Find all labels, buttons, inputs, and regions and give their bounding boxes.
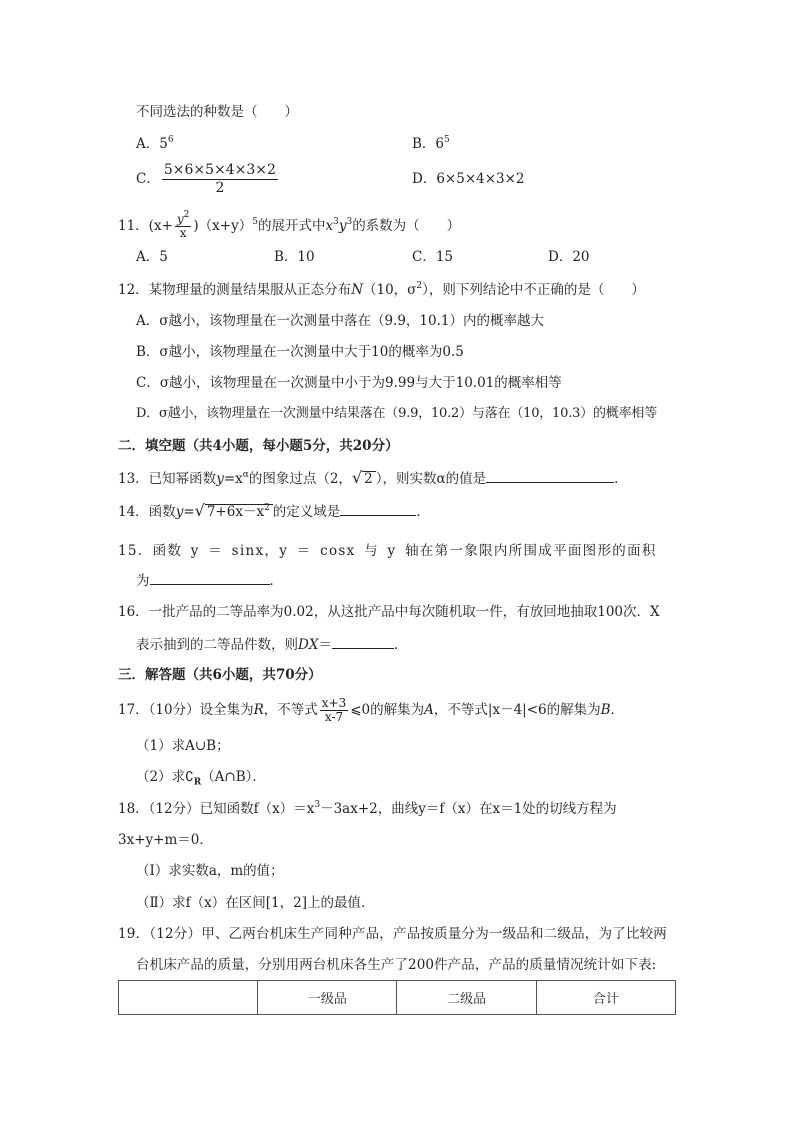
q12-option-c[interactable]: C．σ越小，该物理量在一次测量中小于为9.99与大于10.01的概率相等 (136, 375, 562, 391)
fraction-numerator: 5×6×5×4×3×2 (163, 162, 276, 178)
radical-sign: √ (351, 468, 363, 487)
section-heading-solve: 三．解答题（共6小题，共70分） (118, 667, 322, 683)
q18-sub2: （Ⅱ）求f（x）在区间[1，2]上的最值． (136, 895, 375, 911)
q19-line2: 台机床产品的质量，分别用两台机床各生产了200件产品，产品的质量情况统计如下表: (136, 957, 657, 973)
q18-fx: f（x）＝x (253, 801, 315, 817)
q19-line1: 19．（12分）甲、乙两台机床生产同种产品，产品按质量分为一级品和二级品，为了比较两 (118, 926, 668, 942)
q15-line2 (136, 571, 283, 590)
option-base: 6 (435, 136, 445, 152)
dist-args: （10，σ (363, 282, 417, 298)
q17-pre: 17．（10分）设全集为 (118, 702, 254, 718)
term-y: y (338, 218, 347, 234)
q16-eq: ＝ (318, 637, 332, 653)
point-open: （2， (316, 471, 352, 487)
q17-leq: ⩽0 (350, 702, 371, 718)
q11-tail: 的系数为（ ） (352, 218, 461, 234)
var-y: y (216, 471, 224, 487)
q11-stem (118, 208, 460, 244)
answer-blank[interactable] (486, 469, 614, 483)
q18-stem (118, 800, 617, 818)
q13-stem (118, 469, 628, 488)
q14-end: ． (416, 504, 430, 520)
option-label: C． (136, 171, 160, 187)
fraction (162, 162, 278, 197)
q10-option-d[interactable]: D．6×5×4×3×2 (412, 171, 525, 187)
q12-stem-post: ），则下列结论中不正确的是（ ） (422, 282, 645, 298)
q12-option-a[interactable]: A．σ越小，该物理量在一次测量中落在（9.9，10.1）内的概率越大 (136, 313, 544, 329)
q16-line2 (136, 635, 407, 654)
option-base: 5 (159, 136, 168, 152)
q17-mid2: 的解集为 (370, 702, 425, 718)
q10-option-c[interactable] (136, 160, 280, 198)
q12-option-b[interactable]: B．σ越小，该物理量在一次测量中大于10的概率为0.5 (136, 344, 464, 360)
fraction-numerator: x+3 (321, 696, 347, 710)
option-label: B． (412, 136, 436, 152)
table-header-cell: 合计 (536, 981, 675, 1015)
option-exponent: 6 (167, 135, 174, 145)
set-b: B (600, 702, 611, 718)
q16-end: ． (393, 637, 408, 653)
q18-sub1: （Ⅰ）求实数a，m的值； (136, 863, 284, 879)
q15-end: ． (269, 573, 283, 589)
fraction-denominator: 2 (215, 180, 225, 196)
answer-blank[interactable] (332, 635, 394, 649)
set-r: R (253, 702, 264, 718)
dist-symbol: N (351, 282, 363, 298)
table-header-row (119, 981, 676, 1015)
q15-line2-pre: 为 (136, 573, 150, 589)
q11-option-a[interactable]: A．5 (136, 249, 168, 265)
fraction-denominator: x (179, 226, 187, 240)
q18-pre: 18．（12分）已知函数 (118, 801, 254, 817)
set-a: A (424, 702, 434, 718)
q13-eq: =x (223, 471, 243, 487)
term-x: x (325, 218, 334, 234)
exponent: 3 (346, 217, 353, 227)
q10-option-a[interactable] (136, 135, 174, 153)
q13-pre: 13．已知幂函数 (118, 471, 217, 487)
table-header-cell: 一级品 (258, 981, 397, 1015)
answer-blank[interactable] (340, 502, 416, 516)
q17-sub1: （1）求A∪B； (136, 738, 230, 754)
q10-option-b[interactable] (412, 135, 450, 153)
q16-line1: 16．一批产品的二等品率为0.02，从这批产品中每次随机取一件，有放回地抽取100次．X (118, 604, 660, 620)
exponent: 2 (183, 210, 190, 220)
q18-post: －3ax+2，曲线y＝f（x）在x＝1处的切线方程为 (320, 801, 617, 817)
sqrt-argument: 2 (362, 471, 376, 487)
q17-sub2-post: （A∩B）． (201, 769, 266, 785)
q11-option-b[interactable]: B．10 (274, 249, 315, 265)
q10-stem-tail: 不同选法的种数是（ ） (136, 104, 298, 120)
table-header-cell: 二级品 (397, 981, 536, 1015)
q15-line1: 15．函数 y ＝ sinx，y ＝ cosx 与 y 轴在第一象限内所围成平面图形的面积 (118, 543, 657, 559)
q17-mid1: ，不等式 (263, 702, 318, 718)
q13-end: ． (614, 471, 628, 487)
q18-line2: 3x+y+m＝0． (118, 832, 213, 848)
q12-stem-pre: 12．某物理量的测量结果服从正态分布 (118, 282, 352, 298)
fraction (175, 210, 192, 240)
option-exponent: 5 (444, 135, 450, 145)
sqrt-text: 7+6x－x (206, 504, 265, 520)
exponent: 3 (333, 217, 339, 227)
table-header-cell (119, 981, 258, 1015)
var-dx: DX (298, 637, 319, 653)
q14-stem (118, 502, 430, 521)
q11-mid: )（x+y） (193, 218, 253, 234)
exponent: 5 (252, 217, 258, 227)
q17-sub2 (136, 768, 266, 786)
fraction-denominator: x-7 (324, 710, 344, 724)
q11-prefix: 11．(x+ (118, 218, 173, 234)
point-close: ） (375, 471, 383, 487)
q17-mid3: ，不等式|x－4|<6的解集为 (433, 702, 601, 718)
q11-text: 的展开式中 (257, 218, 326, 234)
q16-line2-pre: 表示抽到的二等品件数，则 (136, 637, 298, 653)
var-y: y (176, 212, 184, 226)
q14-post: 的定义域是 (272, 504, 341, 520)
var-y: y (175, 504, 184, 520)
q13-post: ，则实数α的值是 (382, 471, 487, 487)
q14-eq: = (183, 504, 195, 520)
q11-option-c[interactable]: C．15 (412, 249, 454, 265)
option-label: A． (136, 136, 160, 152)
exponent: α (242, 470, 249, 480)
fraction-numerator (175, 210, 192, 227)
radical-sign: √ (194, 501, 205, 520)
q12-stem (118, 281, 645, 299)
exponent: 2 (416, 281, 423, 291)
section-heading-fill-blank: 二．填空题（共4小题，每小题5分，共20分） (118, 438, 399, 454)
exponent: 3 (314, 800, 321, 810)
sqrt-argument (205, 504, 273, 520)
exponent: 2 (264, 503, 270, 513)
q11-option-d[interactable]: D．20 (548, 249, 590, 265)
q13-mid: 的图象过点 (248, 471, 317, 487)
answer-blank[interactable] (150, 571, 270, 585)
q17-stem (118, 694, 624, 726)
quality-table (118, 980, 676, 1015)
q17-sub2-pre: （2）求∁ (136, 769, 194, 785)
q17-end: ． (610, 702, 625, 718)
q14-pre: 14．函数 (118, 504, 176, 520)
fraction (320, 697, 348, 724)
q12-option-d[interactable]: D．σ越小，该物理量在一次测量中结果落在（9.9，10.2）与落在（10，10.3）的概率相等 (136, 406, 658, 421)
complement-subscript: R (193, 777, 202, 788)
